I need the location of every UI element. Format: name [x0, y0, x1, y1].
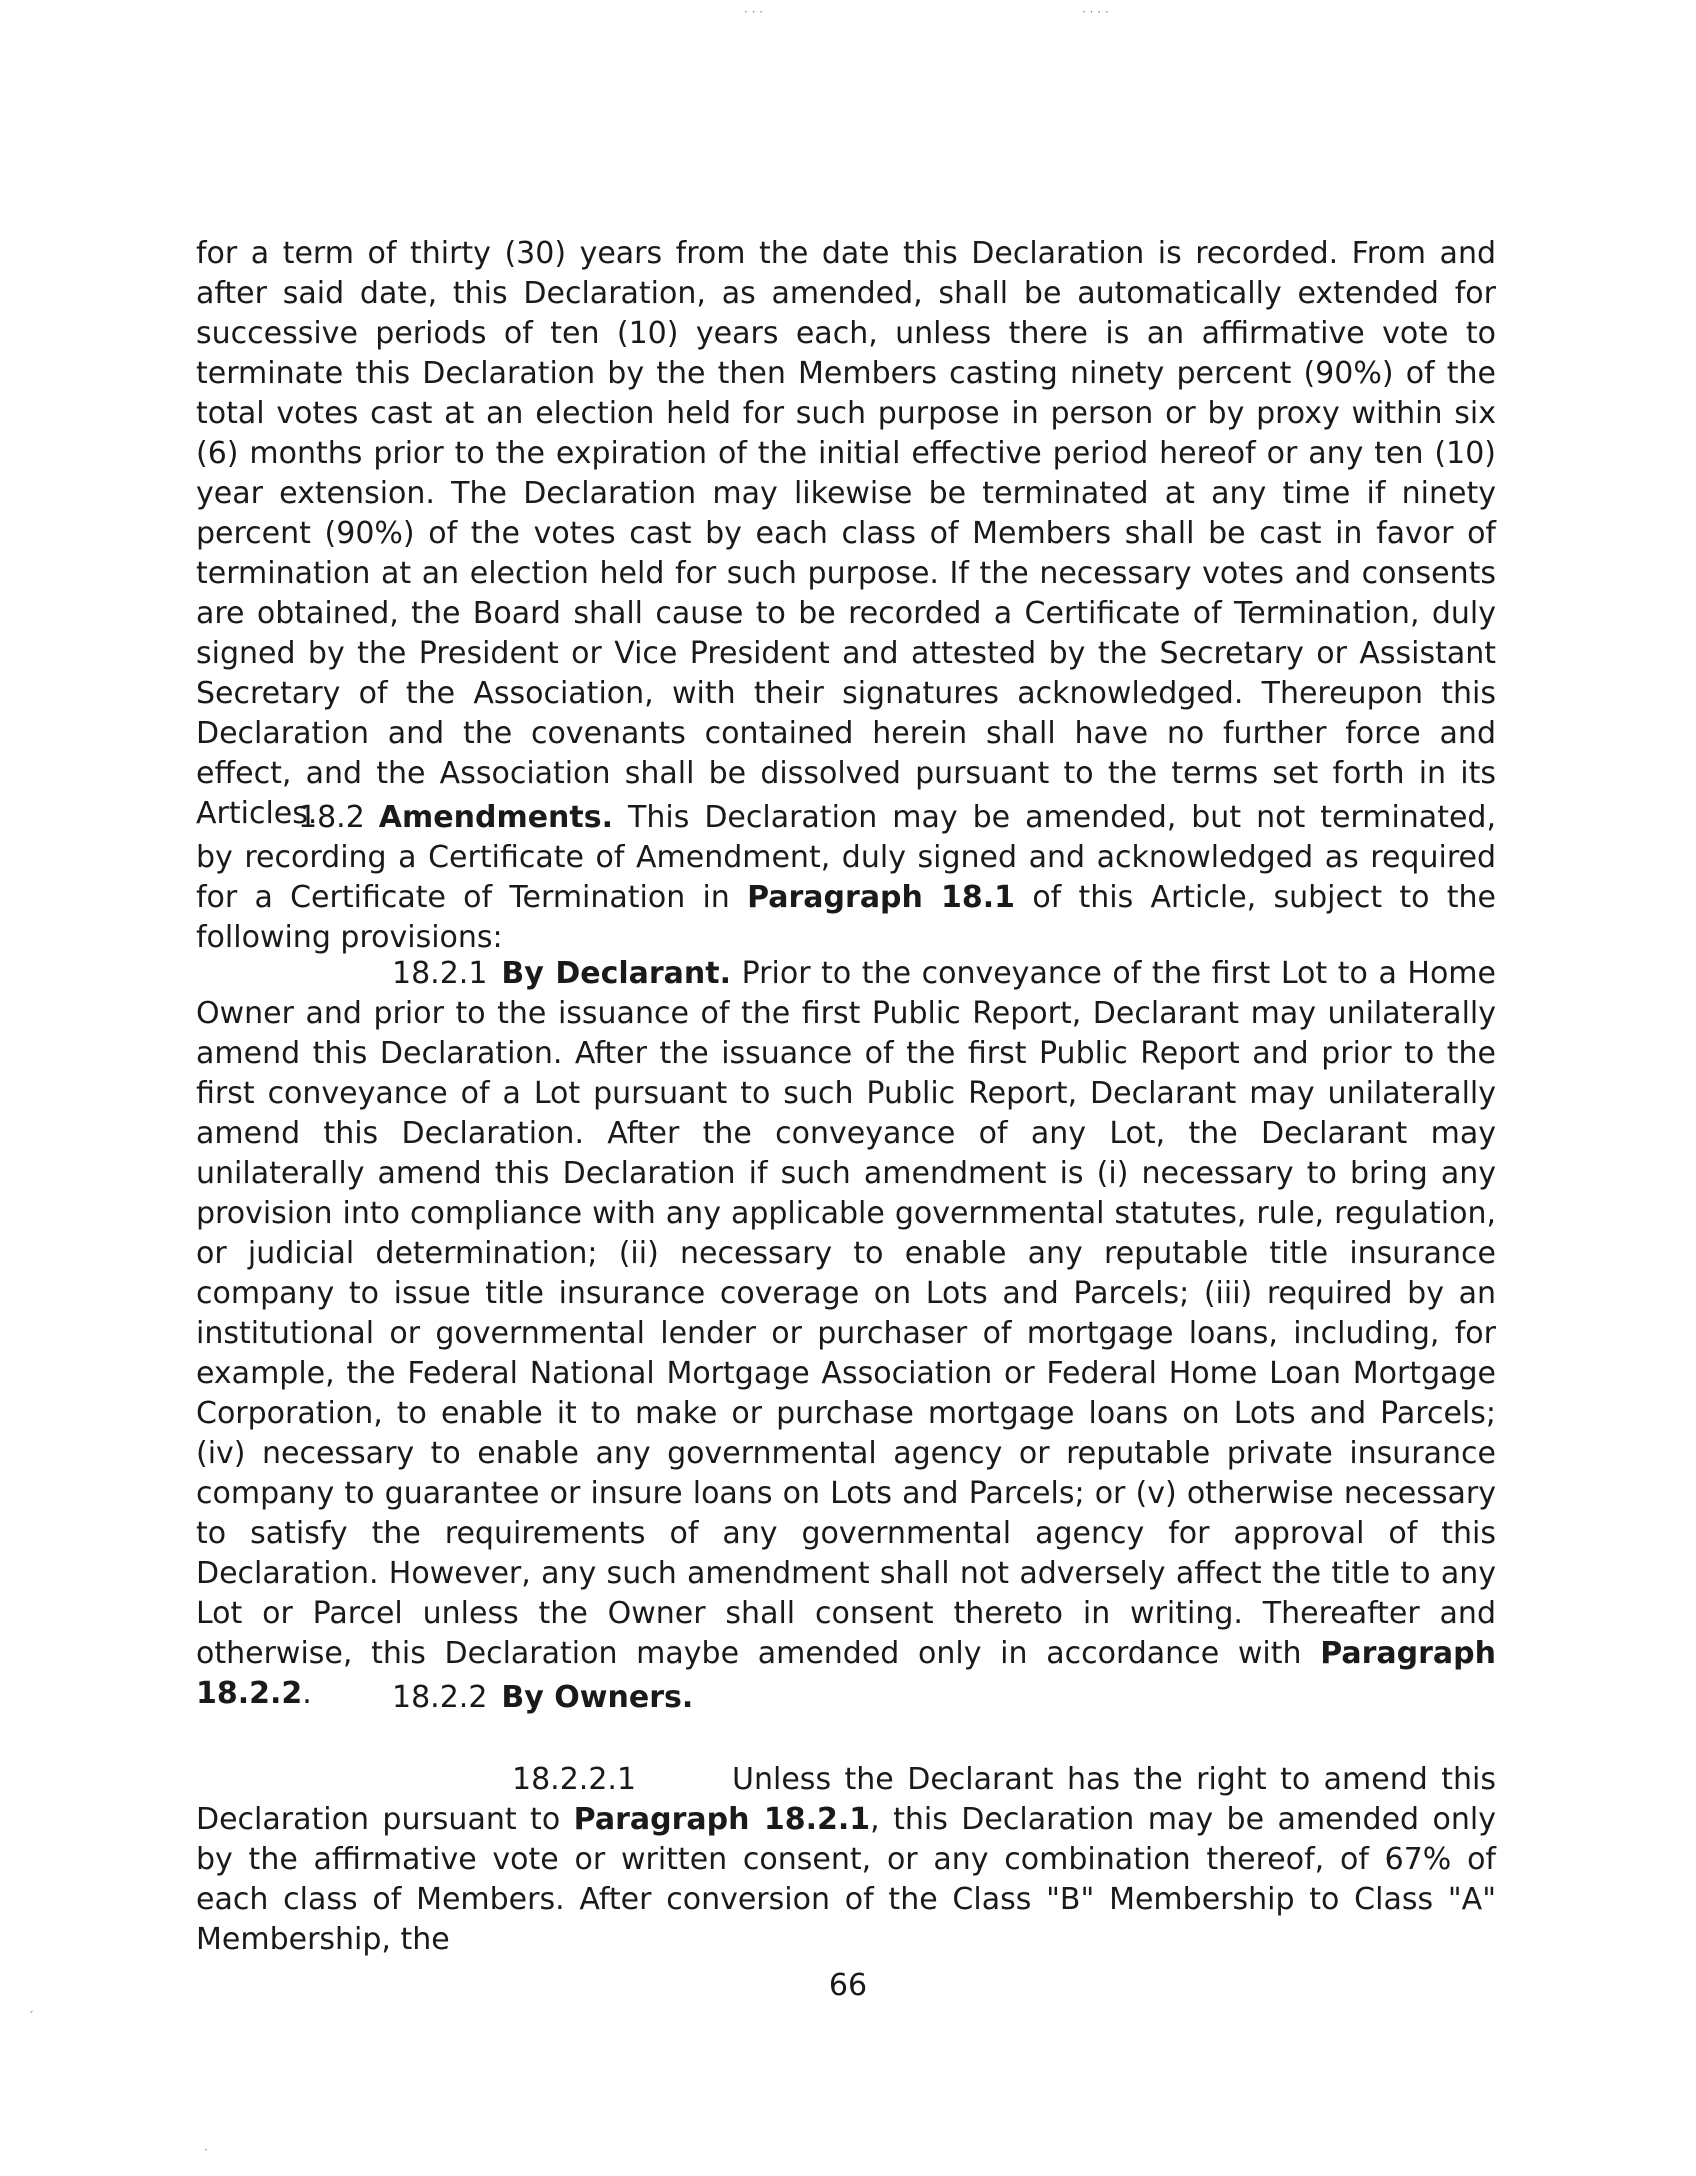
- termination-paragraph: for a term of thirty (30) years from the date this Declaration is recorded. From and after said date, this Declaration, as amended, shall be automatically extended for successive periods of ten (10) years each, unless there is an affirmative vote to terminate this Declaration by the then Members casting ninety percent (90%) of the total votes cast at an election held for such purpose in person or by proxy within six (6) months prior to the expiration of the initial effective period hereof or any ten (10) year extension. The Declaration may likewise be terminated at any time if ninety percent (90%) of the votes cast by each class of Members shall be cast in favor of termination at an election held for such purpose. If the necessary votes and consents are obtained, the Board shall cause to be recorded a Certificate of Termination, duly signed by the President or Vice President and attested by the Secretary or Assistant Secretary of the Association, with their signatures acknowledged. Thereupon this Declaration and the covenants contained herein shall have no further force and effect, and the Association shall be dissolved pursuant to the terms set forth in its Articles.: [196, 236, 1496, 831]
- scan-artifact: · · · ·: [1082, 5, 1109, 19]
- section-text: This Declaration may be amended, but not terminated, by recording a Certificate of Amendment, duly signed and acknowledged as required for a Certificate of Termination in: [196, 800, 1496, 915]
- scan-artifact: ·: [204, 2143, 208, 2157]
- section-text: .: [302, 1676, 312, 1711]
- section-18-2-2-1: [196, 1760, 1496, 1960]
- section-heading: Amendments.: [378, 800, 614, 835]
- section-18-2-1-by-declarant: [196, 954, 1496, 1714]
- paragraph-reference: Paragraph 18.2.2: [196, 1636, 1496, 1711]
- section-18-2-amendments: [196, 798, 1496, 958]
- paragraph-reference: Paragraph 18.1: [747, 880, 1016, 915]
- section-number: 18.2.2: [392, 1680, 488, 1715]
- section-heading: By Owners.: [501, 1680, 694, 1715]
- scan-artifact: · · ·: [744, 5, 764, 19]
- section-text: , this Declaration may be amended only by the affirmative vote or written consent, or any combination thereof, of 67% of each class of Members. After conversion of the Class "B" Membership to Class "A" Membership, the: [196, 1802, 1497, 1957]
- section-text: Unless the Declarant has the right to amend this Declaration pursuant to: [196, 1762, 1496, 1837]
- page-number: 66: [828, 1968, 868, 2003]
- section-number: 18.2.1: [392, 956, 488, 991]
- section-heading: By Declarant.: [501, 956, 732, 991]
- section-text: Prior to the conveyance of the first Lot to a Home Owner and prior to the issuance of the first Public Report, Declarant may unilaterally amend this Declaration. After the issuance of the first Public Report and prior to the first conveyance of a Lot pursuant to such Public Report, Declarant may unilaterally amend this Declaration. After the conveyance of any Lot, the Declarant may unilaterally amend this Declaration if such amendment is (i) necessary to bring any provision into compliance with any applicable governmental statutes, rule, regulation, or judicial determination; (ii) necessary to enable any reputable title insurance company to issue title insurance coverage on Lots and Parcels; (iii) required by an institutional or governmental lender or purchaser of mortgage loans, including, for example, the Federal National Mortgage Association or Federal Home Loan Mortgage Corporation, to enable it to make or purchase mortgage loans on Lots and Parcels; (iv) necessary to enable any governmental agency or reputable private insurance company to guarantee or insure loans on Lots and Parcels; or (v) otherwise necessary to satisfy the requirements of any governmental agency for approval of this Declaration. However, any such amendment shall not adversely affect the title to any Lot or Parcel unless the Owner shall consent thereto in writing. Thereafter and otherwise, this Declaration maybe amended only in accordance with: [196, 956, 1496, 1671]
- scan-artifact: ˏ: [28, 1999, 34, 2013]
- paragraph-reference: Paragraph 18.2.1: [573, 1802, 871, 1837]
- section-number: 18.2: [298, 800, 365, 835]
- section-18-2-2-by-owners: [196, 1678, 1496, 1718]
- section-text: of this Article, subject to the following provisions:: [196, 880, 1497, 955]
- section-number: 18.2.2.1: [512, 1762, 637, 1797]
